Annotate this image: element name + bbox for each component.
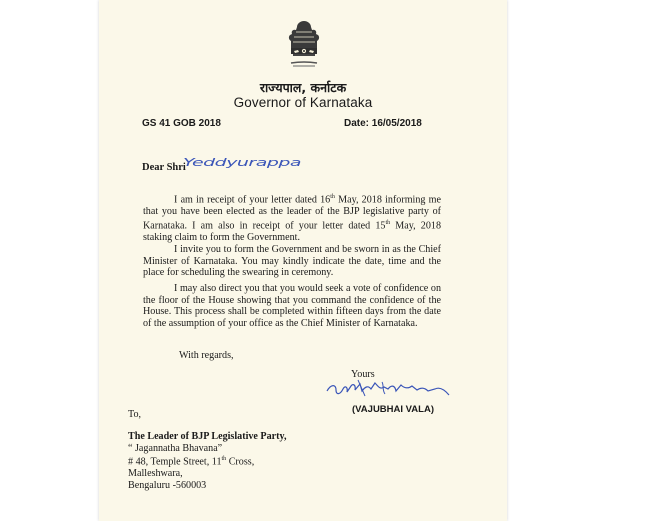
signer-name: (VAJUBHAI VALA) bbox=[352, 404, 434, 415]
paragraph-confidence-vote: I may also direct you that you would seek a vote of confidence on the floor of the House showing that you command the confidence of the House. This process shall be completed within fifteen days from the date of the assumption of your office as the Chief Minister of Karnataka. bbox=[143, 283, 441, 329]
recipient-line-3: # 48, Temple Street, 11th Cross, bbox=[128, 456, 255, 468]
paragraph-invitation: I invite you to form the Government and be sworn in as the Chief Minister of Karnataka. You may kindly indicate the date, time and the place for scheduling the swearing in ceremony. bbox=[143, 244, 441, 279]
recipient-line-1: The Leader of BJP Legislative Party, bbox=[128, 431, 287, 442]
closing-yours: Yours bbox=[351, 369, 375, 380]
to-label: To, bbox=[128, 409, 142, 420]
letter-date: Date: 16/05/2018 bbox=[344, 118, 422, 129]
letterhead-english-title: Governor of Karnataka bbox=[233, 95, 373, 110]
salutation: Dear Shri bbox=[142, 162, 186, 173]
handwritten-addressee-name bbox=[183, 149, 305, 171]
governor-signature bbox=[324, 375, 452, 401]
recipient-line-4: Malleshwara, bbox=[128, 468, 183, 480]
recipient-line-2: “ Jagannatha Bhavana” bbox=[128, 442, 223, 454]
reference-number: GS 41 GOB 2018 bbox=[142, 118, 221, 129]
letterhead-hindi-title: राज्यपाल, कर्नाटक bbox=[259, 80, 347, 95]
svg-text:Yeddyurappa: Yeddyurappa bbox=[183, 156, 302, 169]
closing-regards: With regards, bbox=[179, 350, 234, 361]
recipient-address bbox=[128, 431, 287, 491]
letter-page bbox=[99, 0, 507, 521]
recipient-line-5: Bengaluru -560003 bbox=[128, 479, 207, 491]
paragraph-receipt: I am in receipt of your letter dated 16th May, 2018 informing me that you have been elected as the leader of the BJP legislative party of Karnataka. I am also in receipt of your letter dated 15th May, 2018 staking claim to form the Government. bbox=[143, 194, 441, 243]
national-emblem-icon bbox=[284, 18, 324, 76]
